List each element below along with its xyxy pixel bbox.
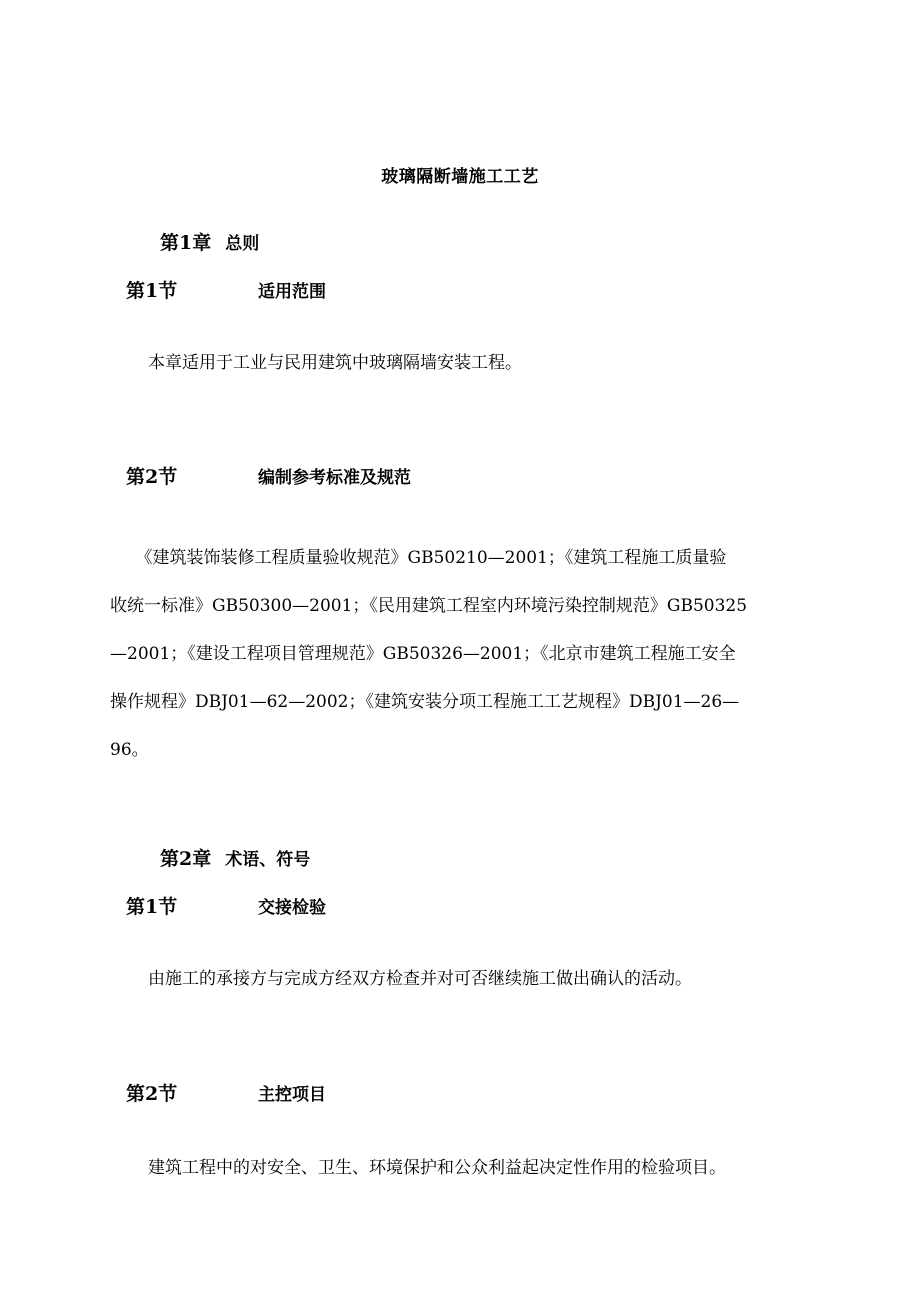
section-number: 第1节 xyxy=(126,280,178,302)
chapter-heading-2 xyxy=(160,844,310,871)
chapter-number: 第1章 xyxy=(160,232,212,254)
chapter-name: 总则 xyxy=(225,234,260,254)
chapter-name: 术语、符号 xyxy=(225,850,311,870)
section-number: 第1节 xyxy=(126,896,178,918)
paragraph-line: 收统一标准》GB50300—2001；《民用建筑工程室内环境污染控制规范》GB50325 xyxy=(110,596,748,616)
section-paragraph-1-1: 本章适用于工业与民用建筑中玻璃隔墙安装工程。 xyxy=(148,353,522,373)
section-name: 交接检验 xyxy=(258,898,326,918)
section-heading-2-1 xyxy=(126,892,726,919)
section-heading-1-2 xyxy=(126,462,726,489)
chapter-heading-1 xyxy=(160,228,259,255)
section-name: 适用范围 xyxy=(258,282,326,302)
paragraph-line: 《建筑装饰装修工程质量验收规范》GB50210—2001；《建筑工程施工质量验 xyxy=(110,548,727,568)
section-paragraph-2-2: 建筑工程中的对安全、卫生、环境保护和公众利益起决定性作用的检验项目。 xyxy=(148,1158,726,1178)
document-title: 玻璃隔断墙施工工艺 xyxy=(381,167,539,187)
section-number: 第2节 xyxy=(126,466,178,488)
section-heading-1-1 xyxy=(126,276,726,303)
paragraph-line: —2001；《建设工程项目管理规范》GB50326—2001；《北京市建筑工程施工安全 xyxy=(110,644,736,664)
section-heading-2-2 xyxy=(126,1079,726,1106)
section-name: 编制参考标准及规范 xyxy=(258,468,411,488)
section-number: 第2节 xyxy=(126,1083,178,1105)
paragraph-line: 操作规程》DBJ01—62—2002；《建筑安装分项工程施工工艺规程》DBJ01—26— xyxy=(110,692,740,712)
section-name: 主控项目 xyxy=(258,1085,326,1105)
paragraph-line: 96。 xyxy=(110,740,149,760)
section-paragraph-2-1: 由施工的承接方与完成方经双方检查并对可否继续施工做出确认的活动。 xyxy=(148,969,692,989)
chapter-number: 第2章 xyxy=(160,848,212,870)
section-paragraph-1-2 xyxy=(110,534,800,774)
